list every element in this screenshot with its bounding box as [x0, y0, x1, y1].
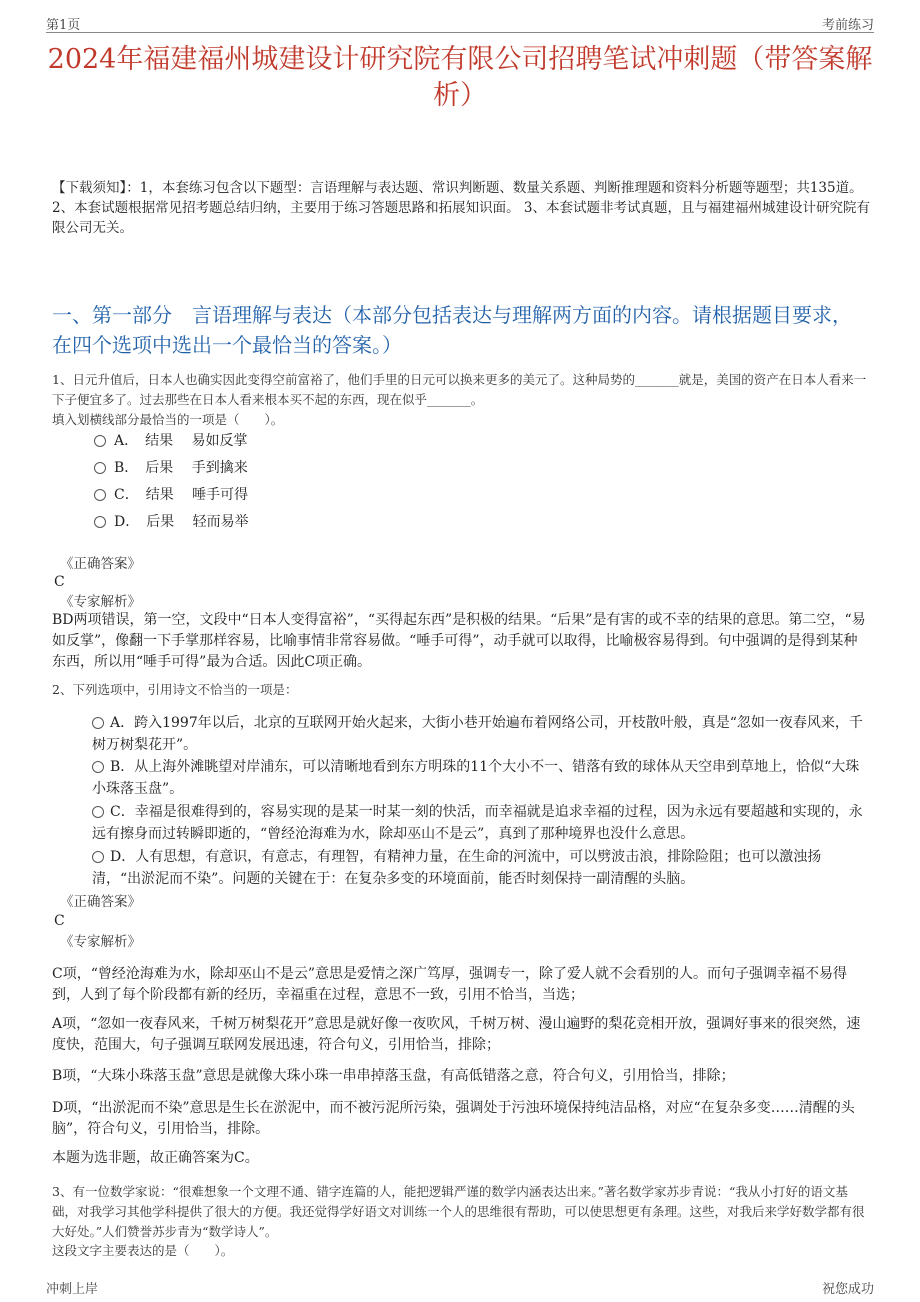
- q2-analysis-b: B项，“大珠小珠落玉盘”意思是就像大珠小珠一串串掉落玉盘，有高低错落之意，符合句义，引用恰当，排除；: [52, 1068, 735, 1084]
- page-header: [46, 12, 874, 33]
- q1-answer-label: 《正确答案》: [60, 556, 141, 572]
- q2-answer: C: [54, 913, 65, 929]
- radio-icon[interactable]: [94, 435, 106, 447]
- radio-icon[interactable]: [94, 462, 106, 474]
- q1-option-a[interactable]: A． 结果 易如反掌: [94, 430, 860, 452]
- radio-icon[interactable]: [94, 516, 106, 528]
- download-notice: 【下载须知】：1，本套练习包含以下题型：言语理解与表达题、常识判断题、数量关系题、判断推理题和资料分析题等题型；共135道。 2、本套试题根据常见招考题总结归纳，主要用于练习答题思路和拓展知识面。 3、本套试题非考试真题，且与福建福州城建设计研究院有限公司无关。: [52, 180, 870, 236]
- header-label: 考前练习: [821, 18, 874, 33]
- q1-option-c[interactable]: C． 结果 唾手可得: [94, 484, 860, 506]
- q1-option-d[interactable]: D． 后果 轻而易举: [94, 511, 860, 533]
- document-title: 2024年福建福州城建设计研究院有限公司招聘笔试冲刺题（带答案解析）: [47, 44, 873, 111]
- question-3-stem: 3、有一位数学家说：“很难想象一个文理不通、错字连篇的人，能把逻辑严谨的数学内涵表达出来。”著名数学家苏步青说：“我从小打好的语文基础，对我学习其他学科提供了很大的方便。我还觉得学好语文对训练一个人的思维很有帮助，可以使思想更有条理。这些，对我后来学好数学都有很大好处。”人们赞誉苏步青为“数学诗人”。: [52, 1184, 865, 1239]
- q1-answer: C: [54, 574, 65, 590]
- q2-analysis-c: C项，“曾经沧海难为水，除却巫山不是云”意思是爱情之深广笃厚，强调专一，除了爱人就不会看别的人。而句子强调幸福不易得到，人到了每个阶段都有新的经历，幸福重在过程，意思不一致，引用不恰当，当选；: [52, 966, 848, 1003]
- radio-icon[interactable]: [92, 806, 104, 818]
- q2-option-b[interactable]: B．从上海外滩眺望对岸浦东，可以清晰地看到东方明珠的11个大小不一、错落有致的球体从天空串到草地上，恰似“大珠小珠落玉盘”。: [92, 759, 860, 797]
- q1-option-b[interactable]: B． 后果 手到擒来: [94, 457, 860, 479]
- question-2-stem: 2、下列选项中，引用诗文不恰当的一项是：: [52, 682, 298, 697]
- section-heading: 一、第一部分 言语理解与表达（本部分包括表达与理解两方面的内容。请根据题目要求，在四个选项中选出一个最恰当的答案。）: [52, 303, 852, 357]
- radio-icon[interactable]: [92, 761, 104, 773]
- radio-icon[interactable]: [92, 717, 104, 729]
- radio-icon[interactable]: [92, 851, 104, 863]
- q2-analysis-conclusion: 本题为选非题，故正确答案为C。: [52, 1150, 259, 1166]
- q2-option-a[interactable]: A．跨入1997年以后，北京的互联网开始火起来，大街小巷开始遍布着网络公司，开枝散叶般，真是“忽如一夜春风来，千树万树梨花开”。: [92, 715, 863, 753]
- footer-right: 祝您成功: [821, 1282, 874, 1297]
- q2-option-c[interactable]: C．幸福是很难得到的，容易实现的是某一时某一刻的快活，而幸福就是追求幸福的过程，因为永远有要超越和实现的，永远有擦身而过转瞬即逝的，“曾经沧海难为水，除却巫山不是云”，真到了那种境界也没什么意思。: [92, 804, 863, 842]
- q1-analysis: BD两项错误，第一空，文段中“日本人变得富裕”，“买得起东西”是积极的结果。“后果”是有害的或不幸的结果的意思。第二空，“易如反掌”，像翻一下手掌那样容易，比喻事情非常容易做。“唾手可得”，动手就可以取得，比喻极容易得到。句中强调的是得到某种东西，所以用“唾手可得”最为合适。因此C项正确。: [52, 612, 866, 670]
- page-number: 第1页: [46, 18, 81, 33]
- question-1-prompt: 填入划横线部分最恰当的一项是（ ）。: [52, 412, 284, 427]
- q2-analysis-d: D项，“出淤泥而不染”意思是生长在淤泥中，而不被污泥所污染，强调处于污浊环境保持纯洁品格，对应“在复杂多变……清醒的头脑”，符合句义，引用恰当，排除。: [52, 1100, 855, 1137]
- radio-icon[interactable]: [94, 489, 106, 501]
- page-footer: [46, 1278, 874, 1296]
- question-1-stem: 1、日元升值后，日本人也确实因此变得空前富裕了，他们手里的日元可以换来更多的美元了。这种局势的_______就是，美国的资产在日本人看来一下子便宜多了。过去那些在日本人看来根本买不起的东西，现在似乎_______。: [52, 372, 867, 407]
- q2-analysis-label: 《专家解析》: [60, 934, 141, 950]
- q2-analysis-a: A项，“忽如一夜春风来，千树万树梨花开”意思是就好像一夜吹风，千树万树、漫山遍野的梨花竞相开放，强调好事来的很突然，速度快，范围大，句子强调互联网发展迅速，符合句义，引用恰当，排除；: [52, 1016, 861, 1053]
- question-3-prompt: 这段文字主要表达的是（ ）。: [52, 1243, 234, 1258]
- q2-answer-label: 《正确答案》: [60, 894, 141, 910]
- q2-option-d[interactable]: D．人有思想，有意识，有意志，有理智，有精神力量，在生命的河流中，可以劈波击浪，排除险阻；也可以激浊扬清，“出淤泥而不染”。问题的关键在于：在复杂多变的环境面前，能否时刻保持一副清醒的头脑。: [92, 849, 822, 887]
- footer-left: 冲刺上岸: [46, 1282, 99, 1297]
- q1-analysis-label: 《专家解析》: [60, 594, 141, 610]
